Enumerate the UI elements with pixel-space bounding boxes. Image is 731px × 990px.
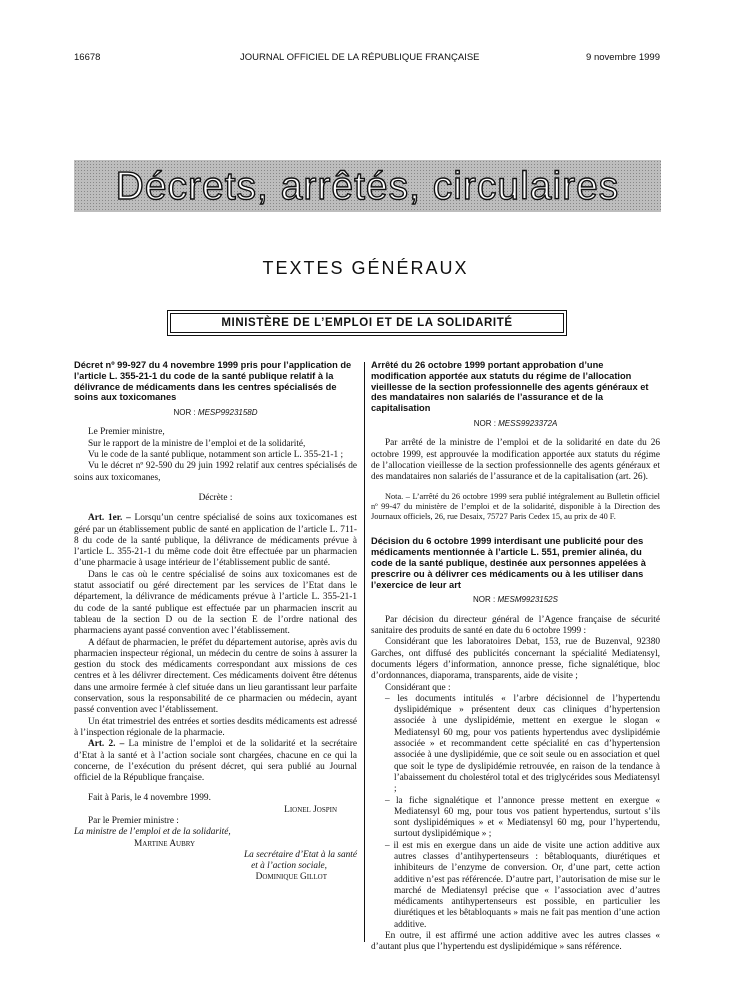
decision-p2: Par décision du directeur général de l’Agence française de sécurité sanitaire des produits de santé en date du 6 octobre 1999 : xyxy=(371,614,660,637)
decision-title: Décision du 6 octobre 1999 interdisant une publicité pour des médicaments mentionnée à l’article L. 551, premier alinéa, du code de la santé publique, destinée aux personnes appelées à prescrire ou à délivrer ces médicaments ou à les utiliser dans l’exercice de leur art xyxy=(371,536,646,590)
decree-p6: A défaut de pharmacien, le préfet du département autorise, après avis du pharmacien inspecteur régional, un médecin du centre de soins à assurer la gestion du stock des médicaments correspondant aux missions de ces centres et à les délivrer directement. Ces médicaments doivent être détenus dans une armoire fermée à clef située dans un lieu garantissant leur parfaite conservation, sous la responsabilité de ce pharmacien ou médecin, ayant passé convention avec l’établissement. xyxy=(74,637,357,716)
arrete-title: Arrêté du 26 octobre 1999 portant approbation d’une modification apportée aux statuts du régime de l’allocation vieillesse de la section professionnelle des agents généraux et des mandataires non salariés de l’assurance et de la capitalisation xyxy=(371,360,649,414)
considerant-que: Considérant que : xyxy=(385,682,451,693)
signature-jospin: Lionel Jospin xyxy=(284,804,337,815)
decree-p3: Vu le code de la santé publique, notamment son article L. 355-21-1 ; xyxy=(88,450,344,461)
arrete-nor: NOR : MESS9923372A xyxy=(473,418,558,428)
secretaire-title-1: La secrétaire d’Etat à la santé xyxy=(243,849,357,860)
arrete-p1: Par arrêté de la ministre de l’emploi et de la solidarité en date du 26 octobre 1999, est approuvée la modification apportée aux statuts du régime de l’allocation vieillesse de la section professionnelle des agents généraux et des mandataires non salariés de l’assurance et de la capitalisation (art. 26). xyxy=(371,438,660,483)
bullet-3: – il est mis en exergue dans un aide de visite une action additive aux autres classes d’antihypertenseurs : bêtabloquants, diurétiques et inhibiteurs de l’enzyme de conversion. Or, d’une part, cette action additive n’est pas référencée. D’autre part, l’autorisation de mise sur le marché de Mediatensyl précise que « l’association avec d’autres médicaments antihypertenseurs est possible, en particulier les diurétiques et les bêtabloquants » mais ne fait pas mention d’une action additive. xyxy=(385,840,660,930)
signature-gillot: Dominique Gillot xyxy=(255,872,327,883)
right-column xyxy=(371,360,660,954)
left-column xyxy=(74,360,357,884)
ministre-title: La ministre de l’emploi et de la solidarité, xyxy=(74,827,231,838)
decision-nor: NOR : MESM9923152S xyxy=(473,595,558,605)
decree-p4: Vu le décret nº 92-590 du 29 juin 1992 relatif aux centres spécialisés de soins aux toxicomanes, xyxy=(74,461,357,483)
banner-title: Décrets, arrêtés, circulaires xyxy=(115,165,620,208)
secretaire-title-2: et à l’action sociale, xyxy=(251,861,327,872)
decree-p7: Un état trimestriel des entrées et sorties desdits médicaments est adressé à l’inspection régionale de la pharmacie. xyxy=(74,716,357,738)
journal-name: JOURNAL OFFICIEL DE LA RÉPUBLIQUE FRANÇAISE xyxy=(240,52,480,63)
section-title: TEXTES GÉNÉRAUX xyxy=(262,258,469,278)
signature-aubry: Martine Aubry xyxy=(134,838,196,849)
arrete-note: Nota. – L’arrêté du 26 octobre 1999 sera publié intégralement au Bulletin officiel nº 99-47 du ministère de l’emploi et de la solidarité, disponible à la Direction des Journaux officiels, 26, rue Desaix, 75727 Paris Cedex 15, au prix de 40 F. xyxy=(371,492,660,522)
article-2: Art. 2. – La ministre de l’emploi et de la solidarité et la secrétaire d’Etat à la santé et à l’action sociale sont chargées, chacune en ce qui la concerne, de l’exécution du présent décret, qui sera publié au Journal officiel de la République française. xyxy=(74,739,358,784)
decree-p2: Sur le rapport de la ministre de l’emploi et de la solidarité, xyxy=(88,438,306,449)
issue-date: 9 novembre 1999 xyxy=(586,52,660,63)
decrete: Décrète : xyxy=(198,492,233,503)
article-1: Art. 1er. – Lorsqu’un centre spécialisé de soins aux toxicomanes est géré par un établissement public de santé en application de l’article L. 711-8 du code de la santé publique, la délivrance de médicaments prévue à l’article L. 355-21-1 du même code doit être effectuée par un pharmacien d’une pharmacie à usage intérieur de l’établissement public de santé. xyxy=(74,513,357,569)
bullet-2: – la fiche signalétique et l’annonce presse mettent en exergue « Mediatensyl 60 mg, pour tous vos patient hypertendus, surtout s’ils sont dyslipidémiques » et « Mediatensyl 60 mg, pour l’hypertendu, surtout dyslipidémique » ; xyxy=(385,795,660,840)
decree-title: Décret nº 99-927 du 4 novembre 1999 pris pour l’application de l’article L. 355-21-1 du code de la santé publique relatif à la délivrance de médicaments dans les centres spécialisés de soins aux toxicomanes xyxy=(74,360,352,403)
bullet-1: – les documents intitulés « l’arbre décisionnel de l’hypertendu dyslipidémique » présentent deux cas cliniques d’hypertension associée à une dyslipidémie, mettent en exergue le slogan « Mediatensyl 60 mg, pour vos patients hypertendus avec dyslipidémie associée » et recommandent cette spécialité en cas d’hypertension associée à une dyslipidémie, que ce soit seule ou en association et quel que soit le type de dyslipidémie retrouvée, en raison de la tendance à l’abaissement du cholestérol total et des triglycérides sous Mediatensyl ; xyxy=(385,693,660,795)
par-le-premier-ministre: Par le Premier ministre : xyxy=(88,815,179,826)
ministry-heading: MINISTÈRE DE L’EMPLOI ET DE LA SOLIDARITÉ xyxy=(170,313,564,333)
decision-p4: En outre, il est affirmé une action additive avec les autres classes « d’autant plus que l’hypertendu est dyslipidémique » sans référence. xyxy=(371,931,660,953)
column-divider xyxy=(364,362,365,942)
page-number: 16678 xyxy=(74,52,101,63)
fait-a-paris: Fait à Paris, le 4 novembre 1999. xyxy=(88,793,211,804)
page-header xyxy=(74,52,660,66)
decree-p1: Le Premier ministre, xyxy=(88,427,165,438)
decree-nor: NOR : MESP9923158D xyxy=(173,408,258,418)
decision-p3: Considérant que les laboratoires Debat, 153, rue de Buzenval, 92380 Garches, ont diffusé des publicités concernant la spécialité Mediatensyl, documents légers d’information, annonce presse, fiche signalétique, bloc d’ordonnances, diaporama, transparents, aide de visite ; xyxy=(371,637,660,682)
decree-p5: Dans le cas où le centre spécialisé de soins aux toxicomanes est de statut associatif ou géré directement par les services de l’Etat dans le département, la délivrance de médicaments prévue à l’article L. 355-21-1 du code de la santé publique est effectuée par un pharmacien inscrit au tableau de la section D ou de la section E de l’ordre national des pharmaciens ayant passé convention avec l’établissement. xyxy=(74,569,357,637)
